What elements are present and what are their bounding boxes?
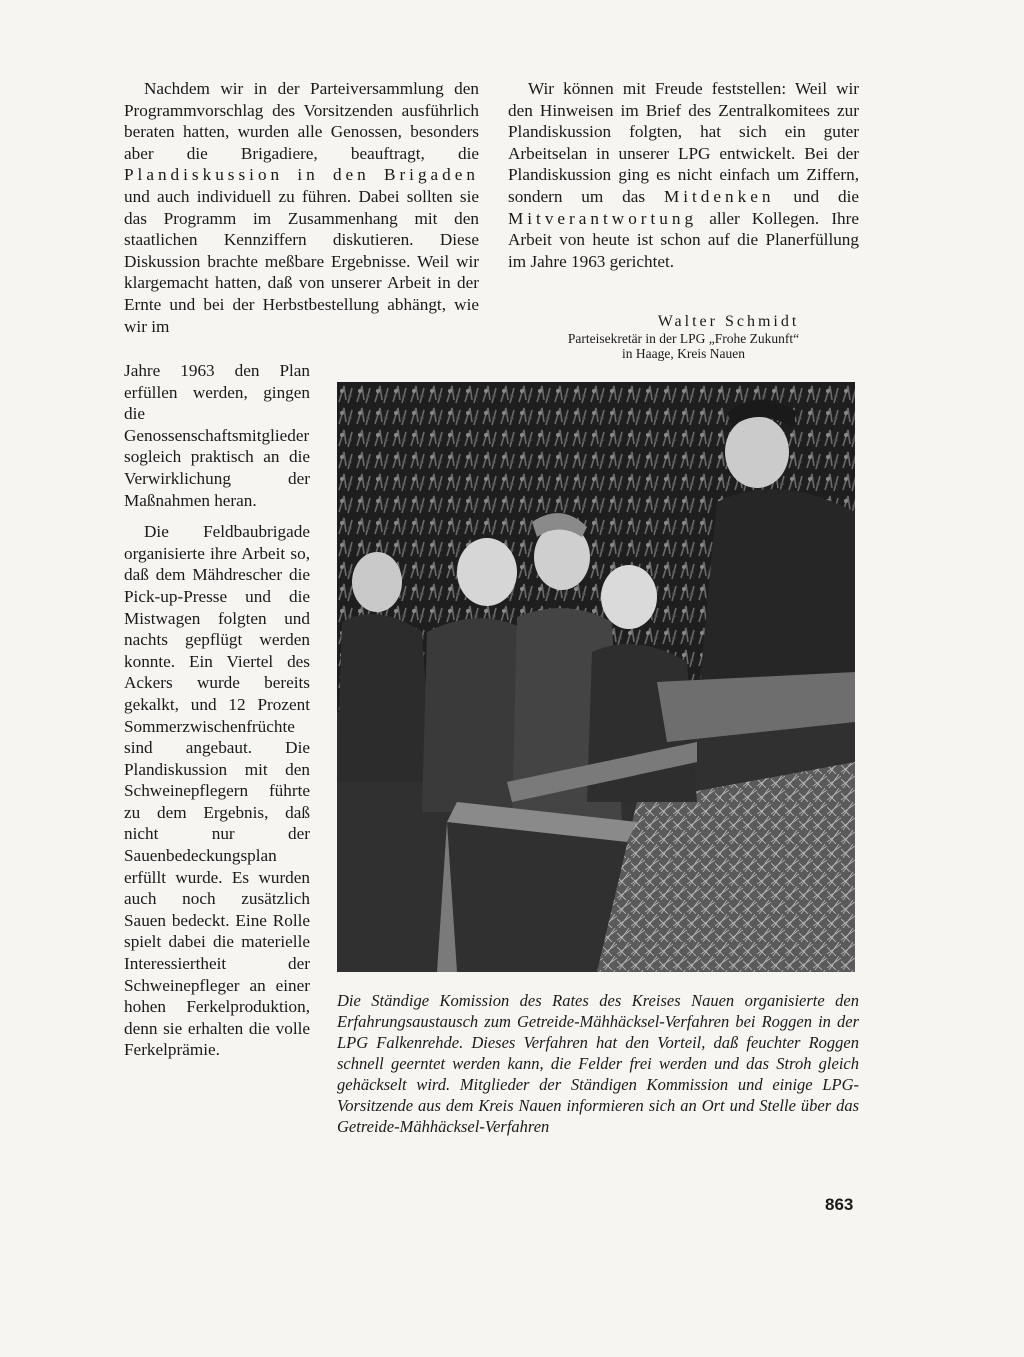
signature-block [508, 313, 859, 361]
paragraph-1-continued: Jahre 1963 den Plan erfüllen werden, gingen die Genossenschaftsmitglieder sogleich praktisch an die Verwirklichung der Maßnahmen heran. [124, 361, 310, 510]
left-column-top [124, 78, 479, 337]
page-number: 863 [825, 1195, 854, 1214]
paragraph-2: Die Feldbaubrigade organisierte ihre Arbeit so, daß dem Mähdrescher die Pick-up-Presse und die Mistwagen folgten und nachts gepflügt werden konnte. Ein Viertel des Ackers wurde bereits gekalkt, und 12 Prozent Sommerzwischenfrüchte sind angebaut. Die Plandiskussion mit den Schweinepflegern führte zu dem Ergebnis, daß nicht nur der Sauenbedeckungsplan erfüllt wurde. Es wurden auch noch zusätzlich Sauen bedeckt. Eine Rolle spielt dabei die materielle Interessiertheit der Schweinepfleger an einer hohen Ferkelproduktion, denn sie erhalten die volle Ferkelprämie. [124, 522, 310, 1060]
paragraph-3: Wir können mit Freude feststellen: Weil wir den Hinweisen im Brief des Zentralkomitees zur Plandiskussion folgten, hat sich ein guter Arbeitselan in unserer LPG entwickelt. Bei der Plandiskussion ging es nicht einfach um Ziffern, sondern um das Mitdenken und die Mitverantwortung aller Kollegen. Ihre Arbeit von heute ist schon auf die Planerfüllung im Jahre 1963 gerichtet. [508, 79, 859, 271]
spaced-emphasis: Mitdenken [663, 186, 775, 206]
left-column-narrow [124, 360, 310, 1061]
author-role: Parteisekretär in der LPG „Frohe Zukunft“ [567, 331, 800, 346]
paragraph-1: Nachdem wir in der Parteiversammlung den Programmvorschlag des Vorsitzenden ausführlich beraten hatten, wurden alle Genossen, besonders aber die Brigadiere, beauftragt, die Plandiskussion in den Brigaden und auch individuell zu führen. Dabei sollten sie das Programm im Zusammenhang mit den staatlichen Kennziffern diskutieren. Diese Diskussion brachte meßbare Ergebnisse. Weil wir klargemacht hatten, daß von unserer Arbeit in der Ernte und bei der Herbstbestellung abhängt, wie wir im [124, 79, 479, 336]
spaced-emphasis: Plandiskussion in den Brigaden [124, 165, 479, 185]
photo-illustration [337, 382, 855, 972]
photograph [337, 382, 855, 972]
photo-caption: Die Ständige Komission des Rates des Kreises Nauen organisierte den Erfahrungsaustausch zum Getreide-Mähhäcksel-Verfahren bei Roggen in der LPG Falkenrehde. Dieses Verfahren hat den Vorteil, daß feuchter Roggen schnell geerntet werden kann, die Felder frei werden und das Stroh gleich gehäckselt wird. Mitglieder der Ständigen Kommission und einige LPG-Vorsitzende aus dem Kreis Nauen informieren sich an Ort und Stelle über das Getreide-Mähhäcksel-Verfahren [337, 991, 859, 1136]
author-name: Walter Schmidt [657, 313, 800, 330]
right-column [508, 78, 859, 272]
author-location: in Haage, Kreis Nauen [622, 346, 745, 361]
spaced-emphasis: Mitverantwortung [508, 208, 698, 228]
